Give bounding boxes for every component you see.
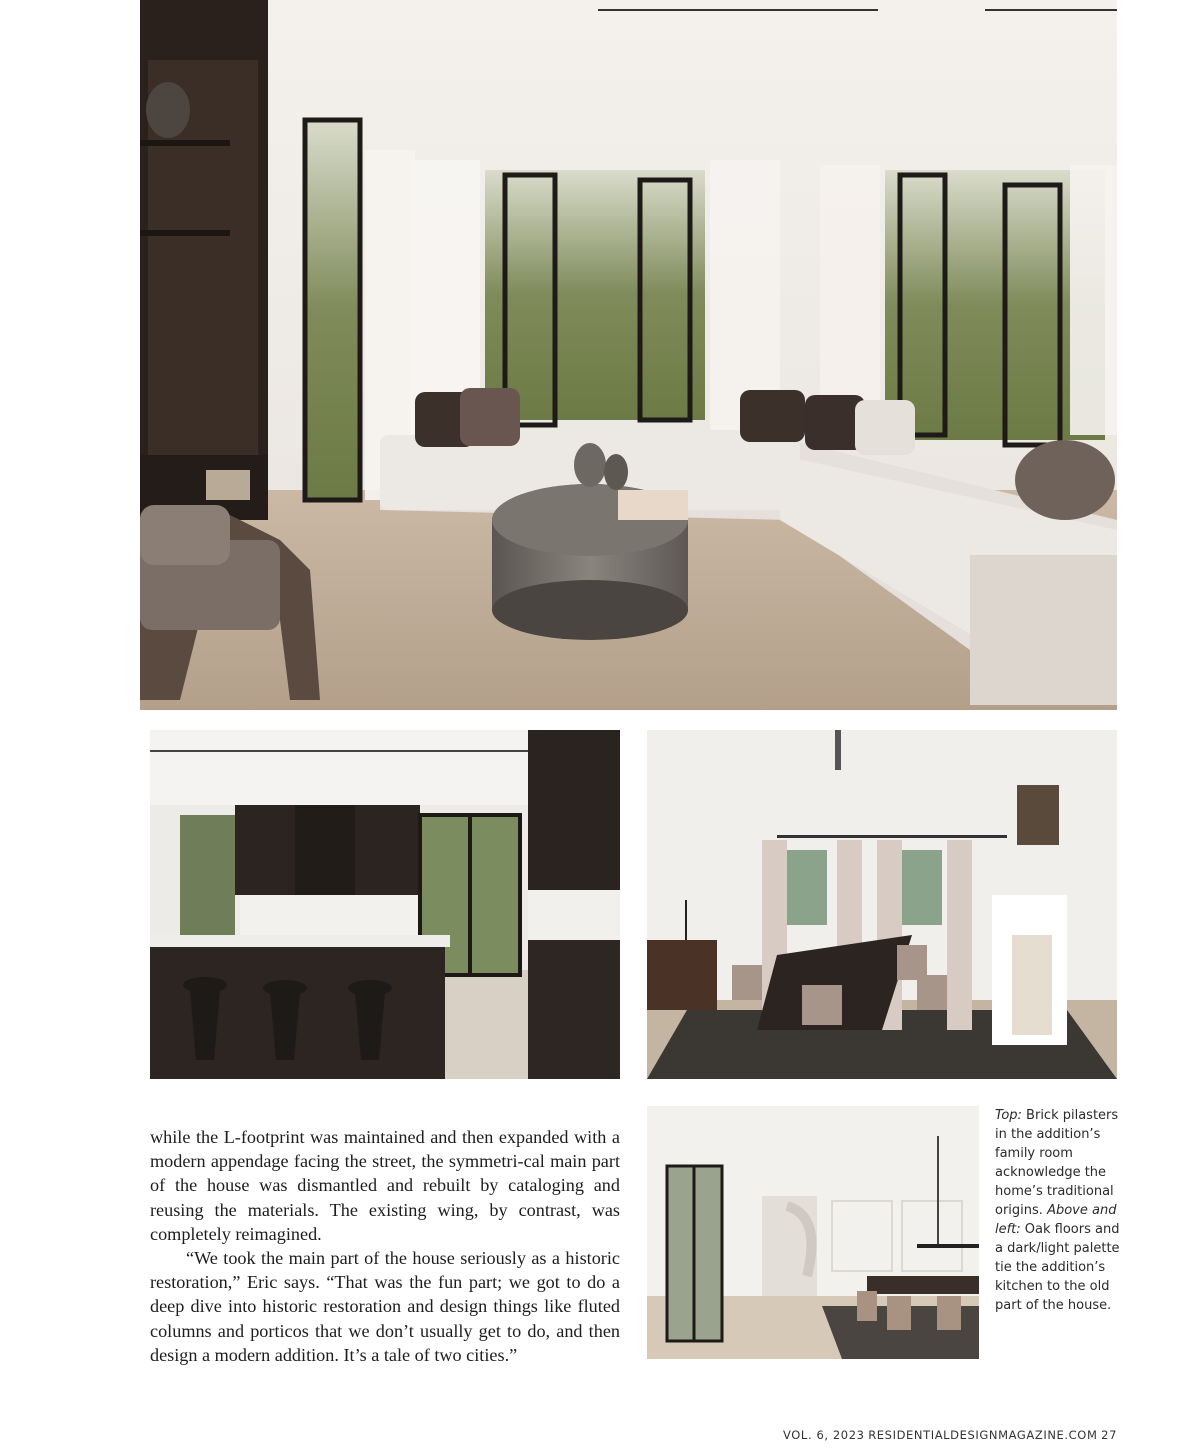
page-footer — [783, 1428, 1117, 1444]
caption-label-above-left: Above and left: — [995, 1203, 1117, 1237]
caption-text-above-left: Oak floors and a dark/light palette tie the addition’s kitchen to the old part of the house. — [995, 1222, 1120, 1313]
living-room-photo — [140, 0, 1117, 710]
article-body — [150, 1125, 620, 1367]
footer-site: RESIDENTIALDESIGNMAGAZINE.COM — [868, 1428, 1098, 1442]
page-number: 27 — [1101, 1428, 1117, 1442]
caption-text-top: Brick pilasters in the addition’s family room acknowledge the home’s traditional origins. — [995, 1108, 1119, 1218]
photo-caption — [995, 1106, 1120, 1315]
body-paragraph-2: “We took the main part of the house seriously as a historic restoration,” Eric says. “That was the fun part; we got to do a deep dive into historic restoration and design things like fluted columns and porticos that we don’t usually get to do, and then design a modern addition. It’s a tale of two cities.” — [150, 1248, 620, 1365]
dining-room-photo — [647, 730, 1117, 1079]
kitchen-photo — [150, 730, 620, 1079]
footer-volume: VOL. 6, 2023 — [783, 1428, 865, 1442]
body-paragraph-1: while the L-footprint was maintained and then expanded with a modern appendage facing the street, the symmetri-cal main part of the house was dismantled and rebuilt by cataloging and reusing the materials. The existing wing, by contrast, was completely reimagined. — [150, 1127, 620, 1244]
caption-label-top: Top: — [995, 1108, 1022, 1123]
hallway-dining-photo — [647, 1106, 979, 1359]
